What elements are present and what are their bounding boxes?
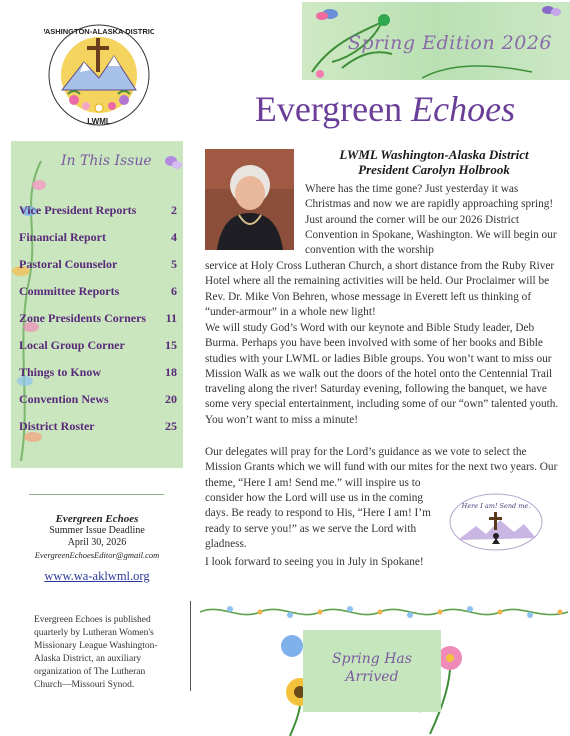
- edition-label: Spring Edition 2026: [347, 32, 552, 54]
- toc-item-label: Vice President Reports: [19, 203, 137, 217]
- newsletter-masthead: [205, 88, 565, 130]
- floral-vine-divider-icon: [200, 601, 568, 623]
- article-title-line2: President Carolyn Holbrook: [358, 162, 510, 177]
- article-paragraph: I look forward to seeing you in July in Spokane!: [205, 556, 424, 568]
- masthead-title-regular: Evergreen: [254, 89, 412, 129]
- toc-item-page: 25: [165, 419, 177, 433]
- spring-card-line2: Arrived: [345, 669, 399, 685]
- masthead-title-italic: Echoes: [411, 89, 516, 129]
- edition-banner: [302, 2, 570, 80]
- logo-ring-text-bottom: LWML: [87, 117, 111, 126]
- toc-title: In This Issue: [61, 153, 152, 169]
- article-paragraph: We will study God’s Word with our keynote and Bible Study leader, Deb Burma. Perhaps you have been involved with some of her books and Bible studies with your LWML or ladies Bible groups. You won’t want to miss our Mission Walk as we walk out the doors of the hotel onto the Centennial Trail traveling along the river! Saturday evening, following the banquet, we have some very special entertainment, including some of our “own” talented youth. You won’t want to miss a minute!: [205, 322, 559, 426]
- toc-item[interactable]: [19, 311, 177, 326]
- article-title: [305, 147, 563, 177]
- spring-card-line1: Spring Has: [332, 651, 412, 667]
- theme-motto-oval: [448, 492, 544, 552]
- toc-item-page: 4: [171, 230, 177, 244]
- toc-item-page: 20: [165, 392, 177, 406]
- toc-item-page: 2: [171, 203, 177, 217]
- toc-item-page: 18: [165, 365, 177, 379]
- article-paragraph: service at Holy Cross Lutheran Church, a short distance from the Ruby River Hotel where all the remaining activities will be held. Our Proclaimer will be Rev. Dr. Mike Von Behren, whose message in Everett left us thinking of “under-armour” in a whole new light!: [205, 260, 555, 318]
- toc-item-label: Convention News: [19, 392, 109, 406]
- issue-deadline-block: [22, 513, 172, 561]
- toc-item-label: Local Group Corner: [19, 338, 125, 352]
- toc-item-label: Zone Presidents Corners: [19, 311, 147, 325]
- toc-item[interactable]: [19, 419, 177, 434]
- president-photo: [205, 149, 294, 250]
- toc-item[interactable]: [19, 338, 177, 353]
- toc-item-label: Things to Know: [19, 365, 102, 379]
- toc-item-page: 15: [165, 338, 177, 352]
- motto-text: Here I am! Send me.: [461, 502, 531, 510]
- toc-item-label: Committee Reports: [19, 284, 120, 298]
- deadline-line1: Summer Issue Deadline: [49, 525, 145, 536]
- toc-item-page: 6: [171, 284, 177, 298]
- toc-item-page: 5: [171, 257, 177, 271]
- spring-has-arrived-card: [303, 630, 441, 712]
- vertical-divider: [190, 601, 191, 691]
- in-this-issue-sidebar: [11, 141, 183, 468]
- website-link[interactable]: www.wa-aklwml.org: [44, 569, 150, 583]
- deadline-date: April 30, 2026: [67, 537, 127, 548]
- article-paragraph: Our delegates will pray for the Lord’s guidance as we vote to select the Mission Grants which we will fund with our mites for the next two years. Our theme, “Here I am! Send me.” will inspire us to: [205, 446, 558, 489]
- toc-item[interactable]: [19, 365, 177, 380]
- toc-item[interactable]: [19, 392, 177, 407]
- toc-item[interactable]: [19, 257, 177, 272]
- toc-item-label: Financial Report: [19, 230, 106, 244]
- article-paragraph: Where has the time gone? Just yesterday it was Christmas and now we are rapidly approaching spring! Just around the corner will be our 2026 District Convention in Spokane, Washington. We will begin our convention with the worship: [305, 183, 557, 257]
- article-paragraph: consider how the Lord will use us in the coming days. Be ready to respond to His, “Here I am! I’m ready to serve you!” as we serve the Lord with gladness.: [205, 492, 431, 550]
- deadline-title: Evergreen Echoes: [55, 513, 139, 525]
- toc-item[interactable]: [19, 284, 177, 299]
- lwml-district-logo: [44, 20, 154, 130]
- spring-card-text: [303, 650, 441, 686]
- article-title-line1: LWML Washington-Alaska District: [339, 147, 529, 162]
- toc-item[interactable]: [19, 203, 177, 218]
- toc-item-label: Pastoral Counselor: [19, 257, 118, 271]
- logo-ring-text-top: WASHINGTON-ALASKA DISTRICT: [44, 27, 154, 36]
- toc-item-label: District Roster: [19, 419, 95, 433]
- toc-item[interactable]: [19, 230, 177, 245]
- toc-item-page: 11: [165, 311, 177, 325]
- publisher-note: Evergreen Echoes is published quarterly by Lutheran Women's Missionary League Washington-Alaska District, an auxiliary organization of The Lutheran Church—Missouri Synod.: [34, 615, 158, 690]
- editor-email-link[interactable]: EvergreenEchoesEditor@gmail.com: [34, 550, 160, 560]
- sidebar-divider: [29, 494, 164, 495]
